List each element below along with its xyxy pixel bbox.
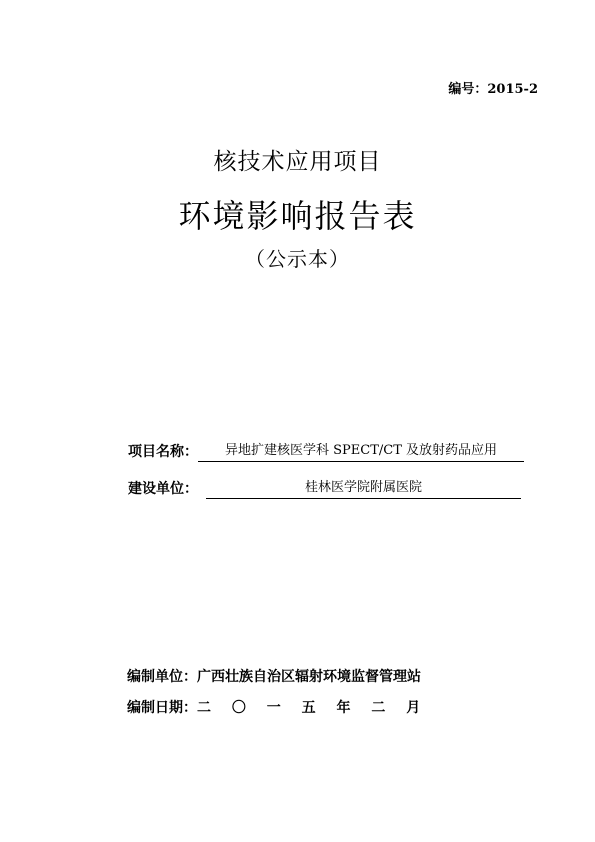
construction-unit-field [128, 478, 521, 499]
preparation-date-label: 编制日期： [127, 700, 197, 716]
preparation-date-value: 二 〇 一 五 年 二 月 [197, 700, 429, 716]
construction-unit-value: 桂林医学院附属医院 [206, 478, 521, 499]
report-subtitle: 核技术应用项目 [213, 149, 382, 175]
preparation-date [127, 697, 428, 717]
preparing-organization-label: 编制单位： [127, 669, 197, 685]
project-name-field [128, 441, 524, 462]
document-number: 编号：2015-2 [448, 82, 538, 97]
preparing-organization-value: 广西壮族自治区辐射环境监督管理站 [197, 669, 421, 685]
project-name-value: 异地扩建核医学科 SPECT/CT 及放射药品应用 [198, 441, 524, 462]
project-name-label: 项目名称： [128, 444, 198, 460]
report-title: 环境影响报告表 [178, 197, 417, 235]
construction-unit-label: 建设单位： [128, 481, 198, 497]
public-version-note: （公示本） [245, 247, 350, 271]
preparing-organization [127, 666, 421, 686]
